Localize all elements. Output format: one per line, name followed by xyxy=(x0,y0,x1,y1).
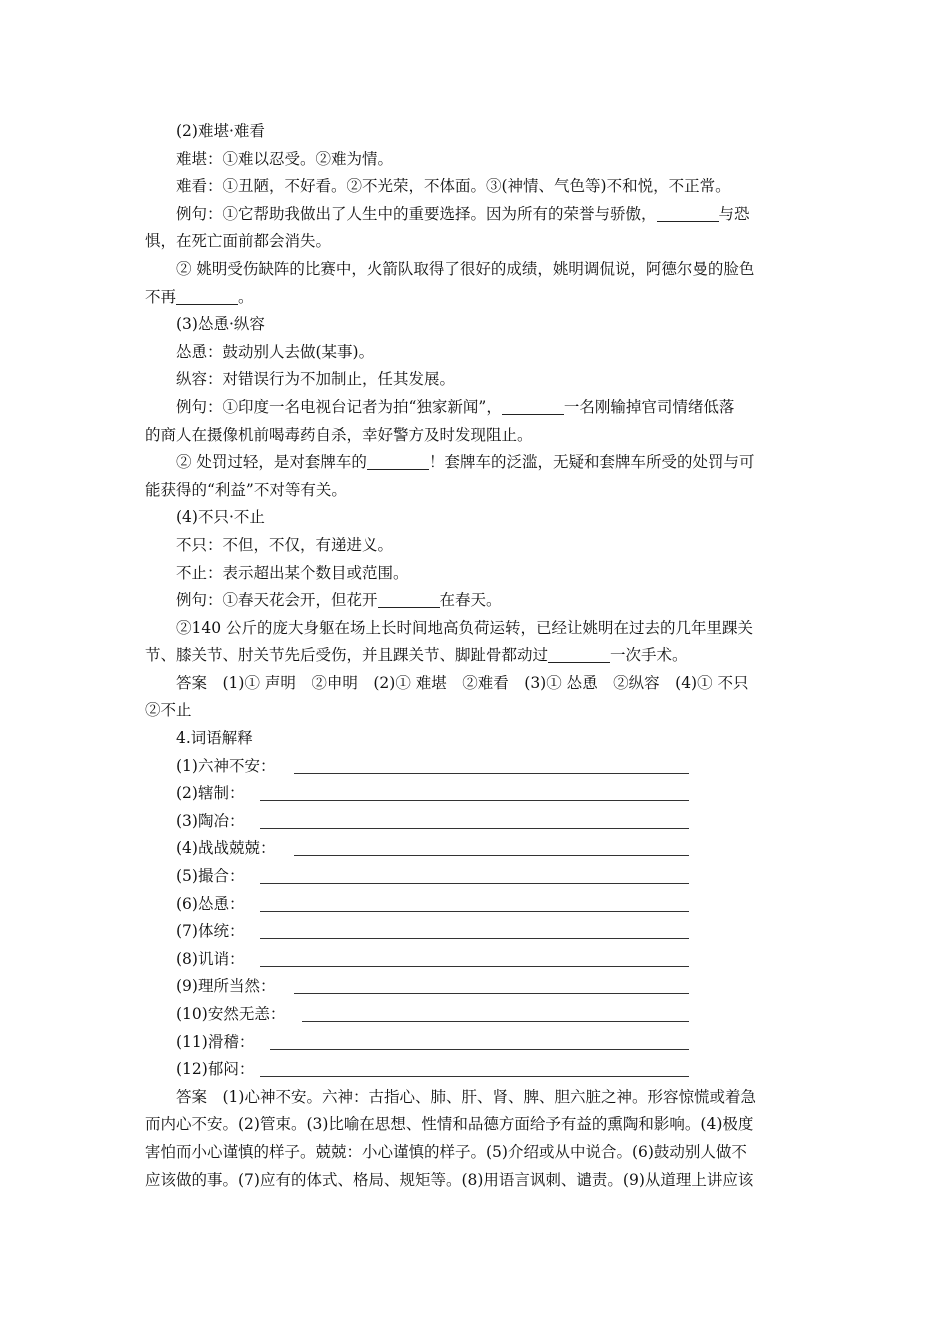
vocab-item: (3)陶冶： xyxy=(145,808,805,836)
example-sentence: ② 姚明受伤缺阵的比赛中，火箭队取得了很好的成绩，姚明调侃说，阿德尔曼的脸色 xyxy=(176,259,755,278)
answer-continuation: 应该做的事。(7)应有的体式、格局、规矩等。(8)用语言讽刺、谴责。(9)从道理上讲应该 xyxy=(145,1170,754,1189)
answer-line-blank xyxy=(260,911,689,912)
vocab-item: (1)六神不安： xyxy=(145,753,805,781)
answer-line-blank xyxy=(260,800,689,801)
example-continuation: 不再 。 xyxy=(145,287,254,306)
vocab-item: (12)郁闷： xyxy=(145,1056,805,1084)
fill-blank xyxy=(548,646,610,663)
fill-blank xyxy=(657,205,719,222)
vocab-item: (8)讥诮： xyxy=(145,946,805,974)
definition: 不只：不但，不仅，有递进义。 xyxy=(176,535,394,554)
fill-blank xyxy=(502,398,564,415)
example-continuation: 的商人在摄像机前喝毒药自杀，幸好警方及时发现阻止。 xyxy=(145,425,533,444)
fill-blank xyxy=(378,591,440,608)
example-sentence: 例句：①春天花会开，但花开 在春天。 xyxy=(176,591,502,610)
definition: 难堪：①难以忍受。②难为情。 xyxy=(176,149,394,168)
vocab-item: (7)体统： xyxy=(145,918,805,946)
answer-line-blank xyxy=(260,1076,689,1077)
answer-line-blank xyxy=(294,855,689,856)
fill-blank xyxy=(176,288,238,305)
example-sentence: 例句：①印度一名电视台记者为拍“独家新闻”， 一名刚输掉官司情绪低落 xyxy=(176,397,735,416)
vocab-item: (10)安然无恙： xyxy=(145,1001,805,1029)
vocab-item: (9)理所当然： xyxy=(145,973,805,1001)
answer-line-blank xyxy=(260,966,689,967)
vocab-item: (5)撮合： xyxy=(145,863,805,891)
section-title-4: (4)不只·不止 xyxy=(176,508,265,527)
document-page xyxy=(145,118,805,1194)
answer-continuation: ②不止 xyxy=(145,701,192,720)
vocab-list xyxy=(145,753,805,1084)
vocab-item: (11)滑稽： xyxy=(145,1029,805,1057)
vocab-item: (6)怂恿： xyxy=(145,891,805,919)
definition: 不止：表示超出某个数目或范围。 xyxy=(176,563,409,582)
example-sentence: ②140 公斤的庞大身躯在场上长时间地高负荷运转，已经让姚明在过去的几年里踝关 xyxy=(176,618,754,637)
example-continuation: 能获得的“利益”不对等有关。 xyxy=(145,480,347,499)
answer-line: 答案 (1)① 声明 ②申明 (2)① 难堪 ②难看 (3)① 怂恿 ②纵容 (4)① 不只 xyxy=(176,673,749,692)
section-title-2: (2)难堪·难看 xyxy=(176,122,265,140)
example-continuation: 节、膝关节、肘关节先后受伤，并且踝关节、脚趾骨都动过 一次手术。 xyxy=(145,646,688,665)
vocab-title: 4.词语解释 xyxy=(176,729,253,748)
answer-line-blank xyxy=(294,773,689,774)
definition: 怂恿：鼓动别人去做(某事)。 xyxy=(176,342,375,361)
example-sentence: 例句：①它帮助我做出了人生中的重要选择。因为所有的荣誉与骄傲， 与恐 xyxy=(176,204,750,223)
answer-line-blank xyxy=(302,1021,689,1022)
example-sentence: ② 处罚过轻，是对套牌车的 ！套牌车的泛滥，无疑和套牌车所受的处罚与可 xyxy=(176,453,755,472)
answer-line-blank xyxy=(260,938,689,939)
example-continuation: 惧，在死亡面前都会消失。 xyxy=(145,232,332,251)
answer-line-blank xyxy=(260,828,689,829)
answer-continuation: 而内心不安。(2)管束。(3)比喻在思想、性情和品德方面给予有益的熏陶和影响。(4)极度 xyxy=(145,1115,754,1134)
vocab-item: (4)战战兢兢： xyxy=(145,835,805,863)
answer-line-blank xyxy=(260,883,689,884)
answer-line: 答案 (1)心神不安。六神：古指心、肺、肝、肾、脾、胆六脏之神。形容惊慌或着急 xyxy=(176,1087,756,1106)
answer-continuation: 害怕而小心谨慎的样子。兢兢：小心谨慎的样子。(5)介绍或从中说合。(6)鼓动别人做不 xyxy=(145,1142,747,1161)
definition: 难看：①丑陋，不好看。②不光荣，不体面。③(神情、气色等)不和悦，不正常。 xyxy=(176,177,731,196)
definition: 纵容：对错误行为不加制止，任其发展。 xyxy=(176,370,456,389)
answer-line-blank xyxy=(270,1049,689,1050)
vocab-item: (2)辖制： xyxy=(145,780,805,808)
section-title-3: (3)怂恿·纵容 xyxy=(176,315,265,334)
answer-line-blank xyxy=(294,993,689,994)
fill-blank xyxy=(367,453,429,470)
